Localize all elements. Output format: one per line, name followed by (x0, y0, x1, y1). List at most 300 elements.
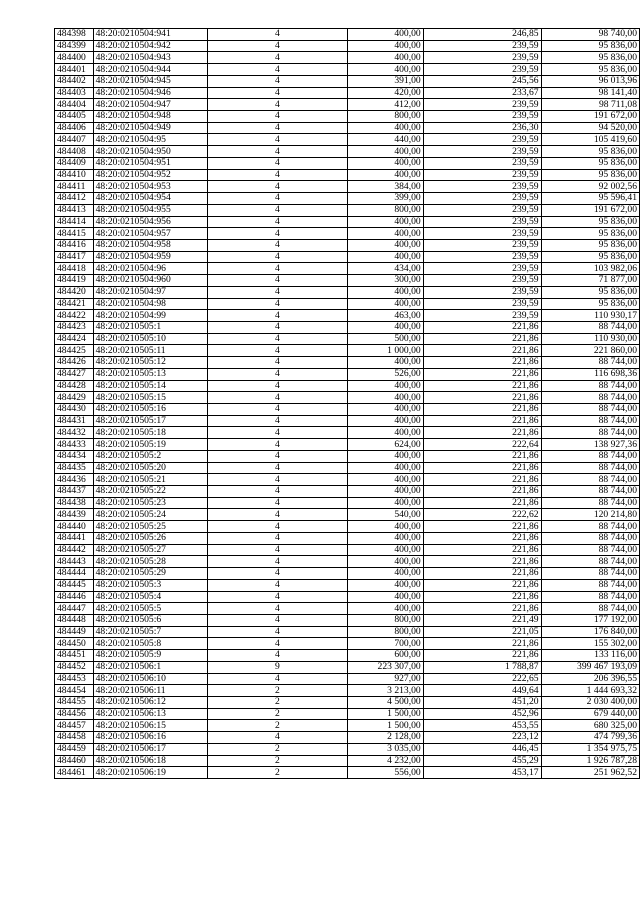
group-cell: 4 (207, 181, 347, 193)
cadastral-number-cell: 48:20:0210506:11 (93, 685, 207, 697)
row-number-cell: 484426 (55, 357, 94, 369)
table-row (55, 75, 640, 87)
table-row (55, 685, 640, 697)
rate-cell: 221,86 (423, 415, 541, 427)
cadastral-number-cell: 48:20:0210505:5 (93, 603, 207, 615)
cadastral-number-cell: 48:20:0210505:27 (93, 544, 207, 556)
group-cell: 4 (207, 99, 347, 111)
row-number-cell: 484422 (55, 310, 94, 322)
group-cell: 4 (207, 146, 347, 158)
value-cell: 95 596,41 (541, 193, 639, 205)
row-number-cell: 484406 (55, 122, 94, 134)
rate-cell: 221,86 (423, 650, 541, 662)
rate-cell: 239,59 (423, 263, 541, 275)
cadastral-number-cell: 48:20:0210505:1 (93, 321, 207, 333)
value-cell: 92 002,56 (541, 181, 639, 193)
row-number-cell: 484428 (55, 380, 94, 392)
rate-cell: 221,86 (423, 556, 541, 568)
group-cell: 4 (207, 509, 347, 521)
table-row (55, 532, 640, 544)
row-number-cell: 484423 (55, 321, 94, 333)
group-cell: 4 (207, 40, 347, 52)
table-row (55, 87, 640, 99)
area-cell: 400,00 (347, 450, 423, 462)
table-row (55, 204, 640, 216)
area-cell: 400,00 (347, 157, 423, 169)
value-cell: 95 836,00 (541, 228, 639, 240)
row-number-cell: 484437 (55, 486, 94, 498)
area-cell: 400,00 (347, 239, 423, 251)
rate-cell: 221,86 (423, 404, 541, 416)
value-cell: 95 836,00 (541, 52, 639, 64)
table-row (55, 767, 640, 779)
group-cell: 4 (207, 157, 347, 169)
cadastral-number-cell: 48:20:0210505:10 (93, 333, 207, 345)
rate-cell: 452,96 (423, 708, 541, 720)
table-row (55, 591, 640, 603)
value-cell: 399 467 193,09 (541, 661, 639, 673)
group-cell: 4 (207, 87, 347, 99)
row-number-cell: 484441 (55, 532, 94, 544)
cadastral-number-cell: 48:20:0210505:11 (93, 345, 207, 357)
area-cell: 400,00 (347, 544, 423, 556)
value-cell: 98 711,08 (541, 99, 639, 111)
group-cell: 4 (207, 532, 347, 544)
value-cell: 95 836,00 (541, 40, 639, 52)
row-number-cell: 484425 (55, 345, 94, 357)
table-row (55, 157, 640, 169)
area-cell: 540,00 (347, 509, 423, 521)
row-number-cell: 484416 (55, 239, 94, 251)
table-row (55, 333, 640, 345)
rate-cell: 453,55 (423, 720, 541, 732)
area-cell: 400,00 (347, 392, 423, 404)
area-cell: 400,00 (347, 40, 423, 52)
cadastral-number-cell: 48:20:0210505:8 (93, 638, 207, 650)
rate-cell: 239,59 (423, 239, 541, 251)
table-row (55, 286, 640, 298)
row-number-cell: 484405 (55, 111, 94, 123)
table-row (55, 439, 640, 451)
value-cell: 98 141,40 (541, 87, 639, 99)
rate-cell: 446,45 (423, 743, 541, 755)
cadastral-number-cell: 48:20:0210506:12 (93, 696, 207, 708)
group-cell: 2 (207, 743, 347, 755)
group-cell: 4 (207, 111, 347, 123)
area-cell: 440,00 (347, 134, 423, 146)
group-cell: 9 (207, 661, 347, 673)
group-cell: 4 (207, 521, 347, 533)
row-number-cell: 484457 (55, 720, 94, 732)
cadastral-number-cell: 48:20:0210504:97 (93, 286, 207, 298)
table-row (55, 415, 640, 427)
area-cell: 223 307,00 (347, 661, 423, 673)
row-number-cell: 484412 (55, 193, 94, 205)
table-row (55, 661, 640, 673)
table-body (55, 29, 640, 779)
area-cell: 400,00 (347, 122, 423, 134)
rate-cell: 239,59 (423, 111, 541, 123)
area-cell: 800,00 (347, 111, 423, 123)
value-cell: 71 877,00 (541, 275, 639, 287)
row-number-cell: 484451 (55, 650, 94, 662)
area-cell: 700,00 (347, 638, 423, 650)
area-cell: 400,00 (347, 64, 423, 76)
rate-cell: 221,86 (423, 497, 541, 509)
value-cell: 95 836,00 (541, 169, 639, 181)
group-cell: 4 (207, 193, 347, 205)
area-cell: 400,00 (347, 591, 423, 603)
value-cell: 177 192,00 (541, 614, 639, 626)
row-number-cell: 484443 (55, 556, 94, 568)
rate-cell: 239,59 (423, 286, 541, 298)
cadastral-number-cell: 48:20:0210504:99 (93, 310, 207, 322)
row-number-cell: 484449 (55, 626, 94, 638)
table-row (55, 614, 640, 626)
row-number-cell: 484436 (55, 474, 94, 486)
rate-cell: 221,05 (423, 626, 541, 638)
cadastral-number-cell: 48:20:0210504:960 (93, 275, 207, 287)
value-cell: 110 930,17 (541, 310, 639, 322)
row-number-cell: 484414 (55, 216, 94, 228)
row-number-cell: 484420 (55, 286, 94, 298)
area-cell: 1 500,00 (347, 720, 423, 732)
area-cell: 400,00 (347, 29, 423, 41)
area-cell: 400,00 (347, 380, 423, 392)
cadastral-number-cell: 48:20:0210505:25 (93, 521, 207, 533)
row-number-cell: 484434 (55, 450, 94, 462)
rate-cell: 221,86 (423, 638, 541, 650)
rate-cell: 222,64 (423, 439, 541, 451)
area-cell: 4 232,00 (347, 755, 423, 767)
row-number-cell: 484433 (55, 439, 94, 451)
rate-cell: 239,59 (423, 310, 541, 322)
value-cell: 88 744,00 (541, 568, 639, 580)
rate-cell: 221,86 (423, 591, 541, 603)
rate-cell: 239,59 (423, 275, 541, 287)
cadastral-number-cell: 48:20:0210504:956 (93, 216, 207, 228)
row-number-cell: 484409 (55, 157, 94, 169)
group-cell: 4 (207, 251, 347, 263)
value-cell: 88 744,00 (541, 462, 639, 474)
value-cell: 176 840,00 (541, 626, 639, 638)
group-cell: 4 (207, 427, 347, 439)
table-row (55, 743, 640, 755)
area-cell: 556,00 (347, 767, 423, 779)
area-cell: 1 500,00 (347, 708, 423, 720)
value-cell: 88 744,00 (541, 357, 639, 369)
rate-cell: 221,86 (423, 544, 541, 556)
cadastral-number-cell: 48:20:0210504:952 (93, 169, 207, 181)
cadastral-number-cell: 48:20:0210504:943 (93, 52, 207, 64)
rate-cell: 239,59 (423, 157, 541, 169)
cadastral-number-cell: 48:20:0210505:2 (93, 450, 207, 462)
row-number-cell: 484401 (55, 64, 94, 76)
area-cell: 434,00 (347, 263, 423, 275)
cadastral-number-cell: 48:20:0210505:23 (93, 497, 207, 509)
value-cell: 88 744,00 (541, 427, 639, 439)
table-row (55, 275, 640, 287)
group-cell: 4 (207, 321, 347, 333)
value-cell: 95 836,00 (541, 298, 639, 310)
table-row (55, 720, 640, 732)
cadastral-number-cell: 48:20:0210505:24 (93, 509, 207, 521)
value-cell: 96 013,96 (541, 75, 639, 87)
area-cell: 2 128,00 (347, 732, 423, 744)
table-row (55, 193, 640, 205)
group-cell: 4 (207, 568, 347, 580)
group-cell: 4 (207, 614, 347, 626)
rate-cell: 453,17 (423, 767, 541, 779)
rate-cell: 239,59 (423, 181, 541, 193)
area-cell: 412,00 (347, 99, 423, 111)
row-number-cell: 484445 (55, 579, 94, 591)
row-number-cell: 484407 (55, 134, 94, 146)
row-number-cell: 484453 (55, 673, 94, 685)
table-row (55, 521, 640, 533)
group-cell: 4 (207, 474, 347, 486)
value-cell: 155 302,00 (541, 638, 639, 650)
table-row (55, 239, 640, 251)
row-number-cell: 484452 (55, 661, 94, 673)
area-cell: 400,00 (347, 216, 423, 228)
value-cell: 116 698,36 (541, 368, 639, 380)
rate-cell: 239,59 (423, 169, 541, 181)
cadastral-number-cell: 48:20:0210505:15 (93, 392, 207, 404)
table-row (55, 568, 640, 580)
row-number-cell: 484446 (55, 591, 94, 603)
group-cell: 4 (207, 415, 347, 427)
area-cell: 400,00 (347, 169, 423, 181)
value-cell: 120 214,80 (541, 509, 639, 521)
value-cell: 138 927,36 (541, 439, 639, 451)
cadastral-number-cell: 48:20:0210504:958 (93, 239, 207, 251)
table-row (55, 626, 640, 638)
group-cell: 4 (207, 357, 347, 369)
table-row (55, 404, 640, 416)
rate-cell: 221,86 (423, 333, 541, 345)
table-row (55, 673, 640, 685)
area-cell: 927,00 (347, 673, 423, 685)
rate-cell: 239,59 (423, 193, 541, 205)
value-cell: 88 744,00 (541, 474, 639, 486)
value-cell: 95 836,00 (541, 286, 639, 298)
cadastral-number-cell: 48:20:0210505:14 (93, 380, 207, 392)
cadastral-number-cell: 48:20:0210505:4 (93, 591, 207, 603)
row-number-cell: 484415 (55, 228, 94, 240)
value-cell: 88 744,00 (541, 579, 639, 591)
table-row (55, 450, 640, 462)
group-cell: 4 (207, 650, 347, 662)
value-cell: 105 419,60 (541, 134, 639, 146)
rate-cell: 221,86 (423, 521, 541, 533)
cadastral-number-cell: 48:20:0210505:17 (93, 415, 207, 427)
rate-cell: 246,85 (423, 29, 541, 41)
cadastral-number-cell: 48:20:0210506:10 (93, 673, 207, 685)
value-cell: 88 744,00 (541, 404, 639, 416)
group-cell: 4 (207, 228, 347, 240)
area-cell: 400,00 (347, 497, 423, 509)
table-row (55, 111, 640, 123)
rate-cell: 221,86 (423, 345, 541, 357)
area-cell: 463,00 (347, 310, 423, 322)
row-number-cell: 484402 (55, 75, 94, 87)
area-cell: 400,00 (347, 462, 423, 474)
group-cell: 4 (207, 732, 347, 744)
table-row (55, 99, 640, 111)
cadastral-number-cell: 48:20:0210505:22 (93, 486, 207, 498)
value-cell: 88 744,00 (541, 603, 639, 615)
value-cell: 94 520,00 (541, 122, 639, 134)
rate-cell: 239,59 (423, 52, 541, 64)
area-cell: 3 035,00 (347, 743, 423, 755)
cadastral-number-cell: 48:20:0210504:951 (93, 157, 207, 169)
row-number-cell: 484404 (55, 99, 94, 111)
rate-cell: 1 788,87 (423, 661, 541, 673)
table-row (55, 556, 640, 568)
table-row (55, 345, 640, 357)
value-cell: 133 116,00 (541, 650, 639, 662)
group-cell: 4 (207, 544, 347, 556)
table-row (55, 696, 640, 708)
table-row (55, 146, 640, 158)
group-cell: 4 (207, 579, 347, 591)
row-number-cell: 484431 (55, 415, 94, 427)
rate-cell: 239,59 (423, 40, 541, 52)
group-cell: 2 (207, 696, 347, 708)
area-cell: 420,00 (347, 87, 423, 99)
group-cell: 4 (207, 75, 347, 87)
table-row (55, 251, 640, 263)
cadastral-number-cell: 48:20:0210504:955 (93, 204, 207, 216)
row-number-cell: 484459 (55, 743, 94, 755)
table-row (55, 134, 640, 146)
table-row (55, 263, 640, 275)
rate-cell: 222,62 (423, 509, 541, 521)
area-cell: 400,00 (347, 427, 423, 439)
row-number-cell: 484421 (55, 298, 94, 310)
area-cell: 384,00 (347, 181, 423, 193)
area-cell: 400,00 (347, 474, 423, 486)
value-cell: 191 672,00 (541, 204, 639, 216)
table-row (55, 650, 640, 662)
table-row (55, 122, 640, 134)
cadastral-number-cell: 48:20:0210504:98 (93, 298, 207, 310)
value-cell: 88 744,00 (541, 321, 639, 333)
group-cell: 4 (207, 380, 347, 392)
cadastral-number-cell: 48:20:0210504:954 (93, 193, 207, 205)
table-row (55, 638, 640, 650)
row-number-cell: 484448 (55, 614, 94, 626)
cadastral-number-cell: 48:20:0210504:957 (93, 228, 207, 240)
group-cell: 4 (207, 603, 347, 615)
value-cell: 1 444 693,32 (541, 685, 639, 697)
row-number-cell: 484450 (55, 638, 94, 650)
cadastral-number-cell: 48:20:0210504:945 (93, 75, 207, 87)
area-cell: 400,00 (347, 228, 423, 240)
area-cell: 400,00 (347, 404, 423, 416)
table-row (55, 497, 640, 509)
rate-cell: 221,86 (423, 603, 541, 615)
table-row (55, 181, 640, 193)
row-number-cell: 484403 (55, 87, 94, 99)
cadastral-number-cell: 48:20:0210504:944 (93, 64, 207, 76)
area-cell: 400,00 (347, 486, 423, 498)
group-cell: 4 (207, 497, 347, 509)
table-row (55, 544, 640, 556)
value-cell: 88 744,00 (541, 532, 639, 544)
rate-cell: 449,64 (423, 685, 541, 697)
value-cell: 95 836,00 (541, 239, 639, 251)
table-row (55, 579, 640, 591)
rate-cell: 221,86 (423, 357, 541, 369)
group-cell: 4 (207, 310, 347, 322)
area-cell: 800,00 (347, 614, 423, 626)
area-cell: 1 000,00 (347, 345, 423, 357)
cadastral-number-cell: 48:20:0210506:16 (93, 732, 207, 744)
area-cell: 300,00 (347, 275, 423, 287)
row-number-cell: 484399 (55, 40, 94, 52)
rate-cell: 239,59 (423, 216, 541, 228)
rate-cell: 221,86 (423, 368, 541, 380)
cadastral-number-cell: 48:20:0210506:19 (93, 767, 207, 779)
group-cell: 4 (207, 29, 347, 41)
table-row (55, 603, 640, 615)
table-row (55, 64, 640, 76)
table-row (55, 427, 640, 439)
cadastral-number-cell: 48:20:0210505:26 (93, 532, 207, 544)
row-number-cell: 484461 (55, 767, 94, 779)
group-cell: 4 (207, 64, 347, 76)
rate-cell: 451,20 (423, 696, 541, 708)
row-number-cell: 484454 (55, 685, 94, 697)
table-row (55, 392, 640, 404)
row-number-cell: 484442 (55, 544, 94, 556)
cadastral-number-cell: 48:20:0210505:20 (93, 462, 207, 474)
area-cell: 400,00 (347, 251, 423, 263)
value-cell: 88 744,00 (541, 415, 639, 427)
cadastral-number-cell: 48:20:0210505:13 (93, 368, 207, 380)
table-row (55, 216, 640, 228)
cadastral-number-cell: 48:20:0210504:942 (93, 40, 207, 52)
group-cell: 2 (207, 755, 347, 767)
cadastral-number-cell: 48:20:0210505:9 (93, 650, 207, 662)
area-cell: 400,00 (347, 286, 423, 298)
group-cell: 4 (207, 239, 347, 251)
group-cell: 4 (207, 556, 347, 568)
area-cell: 400,00 (347, 321, 423, 333)
group-cell: 4 (207, 122, 347, 134)
row-number-cell: 484447 (55, 603, 94, 615)
row-number-cell: 484419 (55, 275, 94, 287)
area-cell: 391,00 (347, 75, 423, 87)
area-cell: 4 500,00 (347, 696, 423, 708)
rate-cell: 455,29 (423, 755, 541, 767)
cadastral-number-cell: 48:20:0210504:953 (93, 181, 207, 193)
rate-cell: 239,59 (423, 64, 541, 76)
table-row (55, 462, 640, 474)
group-cell: 4 (207, 462, 347, 474)
rate-cell: 221,86 (423, 462, 541, 474)
table-row (55, 368, 640, 380)
area-cell: 400,00 (347, 556, 423, 568)
area-cell: 400,00 (347, 357, 423, 369)
rate-cell: 221,86 (423, 486, 541, 498)
cadastral-number-cell: 48:20:0210506:15 (93, 720, 207, 732)
cadastral-number-cell: 48:20:0210504:959 (93, 251, 207, 263)
table-row (55, 474, 640, 486)
area-cell: 400,00 (347, 521, 423, 533)
